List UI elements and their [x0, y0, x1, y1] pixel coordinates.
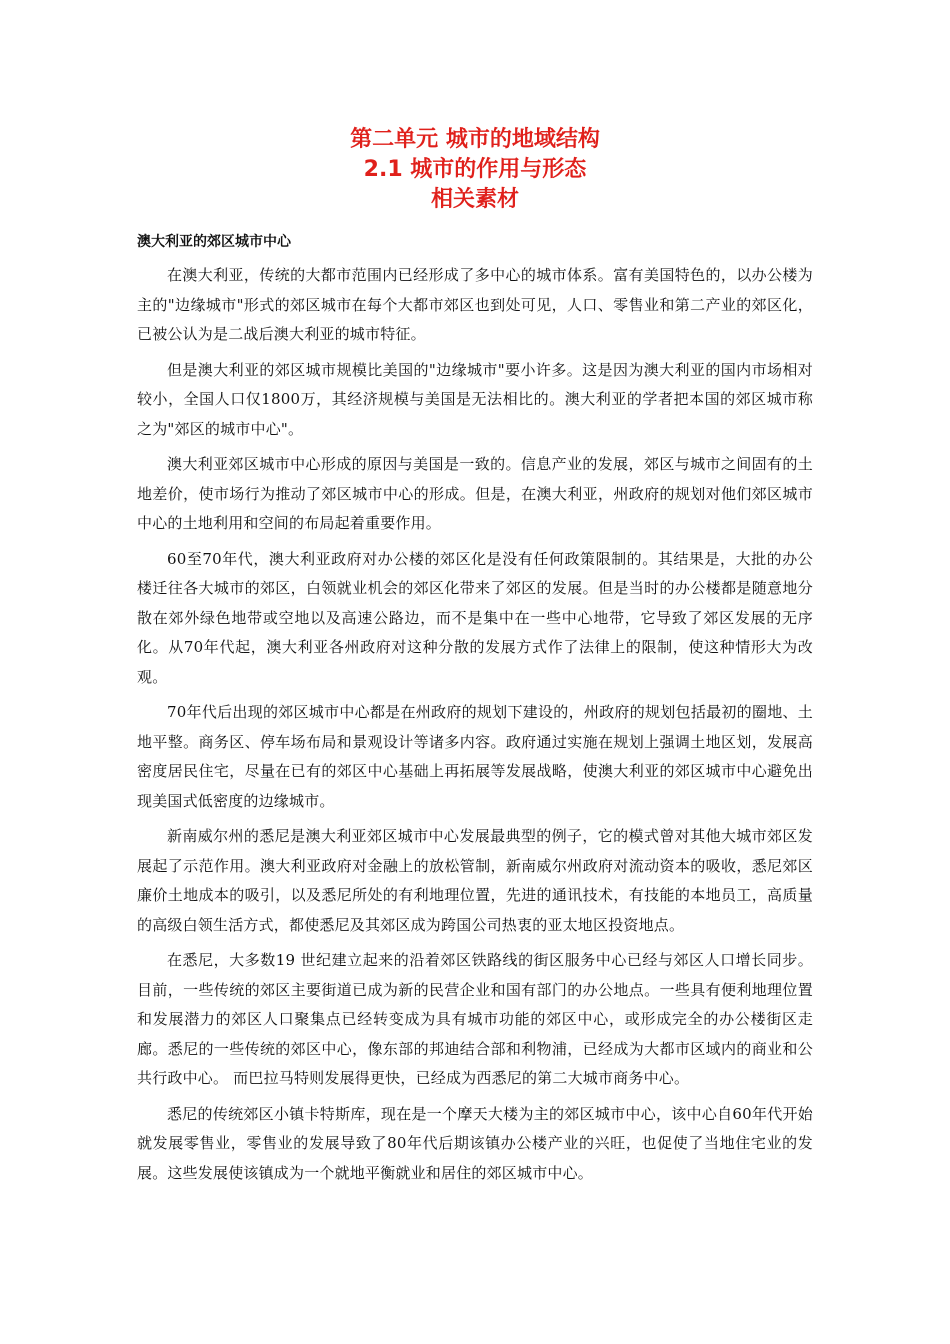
document-page — [137, 125, 813, 1188]
paragraph-3: 澳大利亚郊区城市中心形成的原因与美国是一致的。信息产业的发展，郊区与城市之间固有的土地差价，使市场行为推动了郊区城市中心的形成。但是，在澳大利亚，州政府的规划对他们郊区城市中心的土地利用和空间的布局起着重要作用。 — [137, 455, 813, 532]
paragraph-1: 在澳大利亚，传统的大都市范围内已经形成了多中心的城市体系。富有美国特色的，以办公楼为主的"边缘城市"形式的郊区城市在每个大都市郊区也到处可见，人口、零售业和第二产业的郊区化，已被公认为是二战后澳大利亚的城市特征。 — [137, 266, 813, 343]
paragraph-2: 但是澳大利亚的郊区城市规模比美国的"边缘城市"要小许多。这是因为澳大利亚的国内市场相对较小，全国人口仅1800万，其经济规模与美国是无法相比的。澳大利亚的学者把本国的郊区城市称之为"郊区的城市中心"。 — [137, 360, 813, 438]
lesson-title: 2.1 城市的作用与形态 — [363, 157, 587, 182]
unit-title: 第二单元 城市的地域结构 — [350, 127, 600, 152]
material-title: 相关素材 — [430, 187, 519, 212]
paragraph-5: 70年代后出现的郊区城市中心都是在州政府的规划下建设的，州政府的规划包括最初的圈地、土地平整。商务区、停车场布局和景观设计等诸多内容。政府通过实施在规划上强调土地区划，发展高密度居民住宅，尽量在已有的郊区中心基础上再拓展等发展战略，使澳大利亚的郊区城市中心避免出现美国式低密度的边缘城市。 — [137, 703, 813, 810]
section-heading: 澳大利亚的郊区城市中心 — [137, 234, 291, 250]
paragraph-8: 悉尼的传统郊区小镇卡特斯库，现在是一个摩天大楼为主的郊区城市中心，该中心自60年代开始就发展零售业，零售业的发展导致了80年代后期该镇办公楼产业的兴旺，也促使了当地住宅业的发展。这些发展使该镇成为一个就地平衡就业和居住的郊区城市中心。 — [137, 1104, 813, 1182]
paragraph-6: 新南威尔州的悉尼是澳大利亚郊区城市中心发展最典型的例子，它的模式曾对其他大城市郊区发展起了示范作用。澳大利亚政府对金融上的放松管制，新南威尔州政府对流动资本的吸收，悉尼郊区廉价土地成本的吸引，以及悉尼所处的有利地理位置，先进的通讯技术，有技能的本地员工，高质量的高级白领生活方式，都使悉尼及其郊区成为跨国公司热衷的亚太地区投资地点。 — [137, 827, 813, 934]
document-title — [137, 125, 813, 215]
paragraph-4: 60至70年代，澳大利亚政府对办公楼的郊区化是没有任何政策限制的。其结果是，大批的办公楼迁往各大城市的郊区，白领就业机会的郊区化带来了郊区的发展。但是当时的办公楼都是随意地分散在郊外绿色地带或空地以及高速公路边，而不是集中在一些中心地带，它导致了郊区发展的无序化。从70年代起，澳大利亚各州政府对这种分散的发展方式作了法律上的限制，使这种情形大为改观。 — [137, 549, 813, 686]
paragraph-7: 在悉尼，大多数19 世纪建立起来的沿着郊区铁路线的街区服务中心已经与郊区人口增长同步。目前，一些传统的郊区主要街道已成为新的民营企业和国有部门的办公地点。一些具有便利地理位置和发展潜力的郊区人口聚集点已经转变成为具有城市功能的郊区中心，或形成完全的办公楼街区走廊。悉尼的一些传统的郊区中心，像东部的邦迪结合部和利物浦，已经成为大都市区域内的商业和公共行政中心。 而巴拉马特则发展得更快，已经成为西悉尼的第二大城市商务中心。 — [137, 951, 813, 1087]
